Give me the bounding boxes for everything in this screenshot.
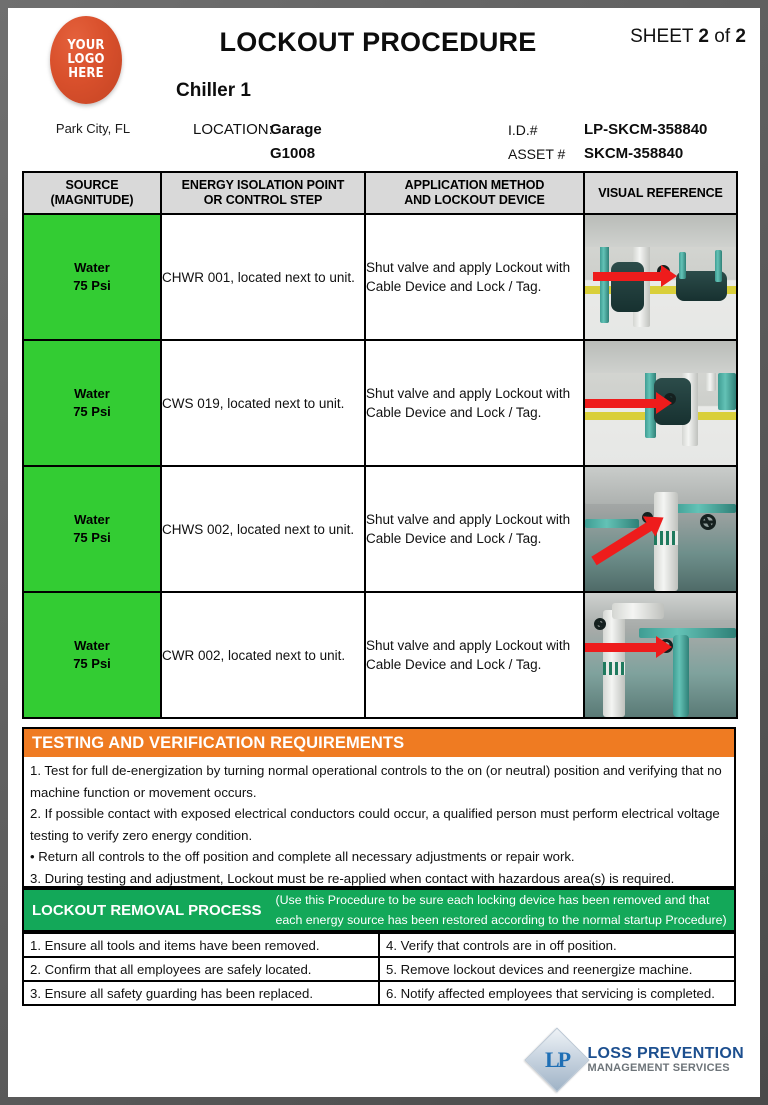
column-header-application-line2: AND LOCKOUT DEVICE — [404, 193, 545, 207]
column-header-source-line1: SOURCE — [65, 178, 119, 192]
removal-step-4: 4. Verify that controls are in off position. — [379, 933, 735, 957]
column-header-isolation-line2: OR CONTROL STEP — [203, 193, 323, 207]
source-cell — [23, 466, 161, 592]
lockout-removal-banner — [22, 888, 736, 932]
lp-diamond-icon — [525, 1027, 590, 1092]
isolation-point-cell: CWR 002, located next to unit. — [161, 592, 365, 718]
document-page — [8, 8, 760, 1097]
isolation-point-cell: CWS 019, located next to unit. — [161, 340, 365, 466]
machine-name: Chiller 1 — [176, 80, 251, 101]
id-label: I.D.# — [508, 122, 538, 138]
source-cell — [23, 340, 161, 466]
removal-step-1: 1. Ensure all tools and items have been removed. — [23, 933, 379, 957]
sheet-prefix: SHEET — [630, 26, 694, 47]
source-cell — [23, 214, 161, 340]
lockout-removal-title: LOCKOUT REMOVAL PROCESS — [32, 901, 262, 919]
isolation-point-cell: CHWR 001, located next to unit. — [161, 214, 365, 340]
city-label: Park City, FL — [55, 121, 131, 136]
location-value: Garage — [270, 121, 322, 138]
overhead-pipe-photo — [585, 593, 736, 717]
column-header-isolation-line1: ENERGY ISOLATION POINT — [181, 178, 345, 192]
column-header-visual-line1: VISUAL REFERENCE — [598, 185, 723, 200]
company-logo-placeholder — [50, 16, 122, 104]
source-type: Water — [74, 260, 110, 275]
visual-reference-cell — [584, 214, 737, 340]
lockout-steps-table — [22, 171, 738, 719]
sheet-indicator — [630, 26, 746, 48]
logo-line-3: HERE — [68, 66, 104, 81]
table-header-row — [23, 172, 737, 214]
testing-banner: TESTING AND VERIFICATION REQUIREMENTS — [22, 727, 736, 759]
sheet-of: of — [714, 26, 731, 47]
table-row — [23, 466, 737, 592]
chiller-room-photo — [585, 341, 736, 465]
lp-monogram: LP — [545, 1047, 570, 1072]
removal-step-3: 3. Ensure all safety guarding has been replaced. — [23, 981, 379, 1005]
location-label: LOCATION: — [193, 121, 273, 138]
column-header-application-line1: APPLICATION METHOD — [404, 178, 545, 192]
source-cell — [23, 592, 161, 718]
sheet-total: 2 — [735, 26, 746, 47]
lockout-removal-note: (Use this Procedure to be sure each locking device has been removed and that each energy source has been restored according to the normal startup Procedure) — [275, 893, 727, 927]
application-method-cell: Shut valve and apply Lockout with Cable Device and Lock / Tag. — [365, 340, 584, 466]
sheet-current: 2 — [698, 26, 709, 47]
column-header-isolation — [161, 172, 365, 214]
logo-line-1: YOUR — [67, 38, 105, 53]
vendor-name-line2: MANAGEMENT SERVICES — [587, 1061, 730, 1074]
table-row — [23, 981, 735, 1005]
application-method-cell: Shut valve and apply Lockout with Cable Device and Lock / Tag. — [365, 592, 584, 718]
testing-requirements-box — [22, 757, 736, 888]
testing-item-1: 1. Test for full de-energization by turning normal operational controls to the on (or neutral) position and verifying that no machine function or movement occurs. — [30, 763, 722, 800]
table-row — [23, 340, 737, 466]
vendor-name-line1: LOSS PREVENTION — [587, 1044, 744, 1062]
visual-reference-cell — [584, 466, 737, 592]
vendor-logo — [534, 1037, 744, 1083]
removal-step-6: 6. Notify affected employees that servicing is completed. — [379, 981, 735, 1005]
column-header-source-line2: (MAGNITUDE) — [50, 193, 134, 207]
column-header-application — [365, 172, 584, 214]
vendor-logo-text — [587, 1046, 744, 1074]
testing-item-2: 2. If possible contact with exposed electrical conductors could occur, a qualified person must perform electrical voltage testing to verify zero energy condition. — [30, 806, 720, 843]
table-row — [23, 214, 737, 340]
removal-step-5: 5. Remove lockout devices and reenergize machine. — [379, 957, 735, 981]
lockout-removal-steps-table — [22, 932, 736, 1006]
source-magnitude: 75 Psi — [73, 530, 111, 545]
asset-label: ASSET # — [508, 146, 566, 162]
testing-item-4: 3. During testing and adjustment, Lockout must be re-applied when contact with hazardous area(s) is required. — [30, 870, 675, 886]
id-value: LP-SKCM-358840 — [584, 121, 708, 138]
asset-value: SKCM-358840 — [584, 145, 684, 162]
source-magnitude: 75 Psi — [73, 404, 111, 419]
source-magnitude: 75 Psi — [73, 278, 111, 293]
table-row — [23, 592, 737, 718]
page-title: LOCKOUT PROCEDURE — [219, 27, 537, 57]
visual-reference-cell — [584, 340, 737, 466]
source-magnitude: 75 Psi — [73, 656, 111, 671]
chiller-room-photo — [585, 215, 736, 339]
document-header — [8, 8, 760, 162]
application-method-cell: Shut valve and apply Lockout with Cable Device and Lock / Tag. — [365, 214, 584, 340]
location-value-secondary: G1008 — [270, 145, 316, 162]
table-row — [23, 957, 735, 981]
testing-item-3: • Return all controls to the off position and complete all necessary adjustments or repair work. — [30, 849, 575, 864]
visual-reference-cell — [584, 592, 737, 718]
column-header-source — [23, 172, 161, 214]
application-method-cell: Shut valve and apply Lockout with Cable Device and Lock / Tag. — [365, 466, 584, 592]
source-type: Water — [74, 638, 110, 653]
column-header-visual — [584, 172, 737, 214]
logo-line-2: LOGO — [67, 52, 105, 67]
source-type: Water — [74, 512, 110, 527]
table-row — [23, 933, 735, 957]
isolation-point-cell: CHWS 002, located next to unit. — [161, 466, 365, 592]
overhead-pipe-photo — [585, 467, 736, 591]
removal-step-2: 2. Confirm that all employees are safely located. — [23, 957, 379, 981]
source-type: Water — [74, 386, 110, 401]
